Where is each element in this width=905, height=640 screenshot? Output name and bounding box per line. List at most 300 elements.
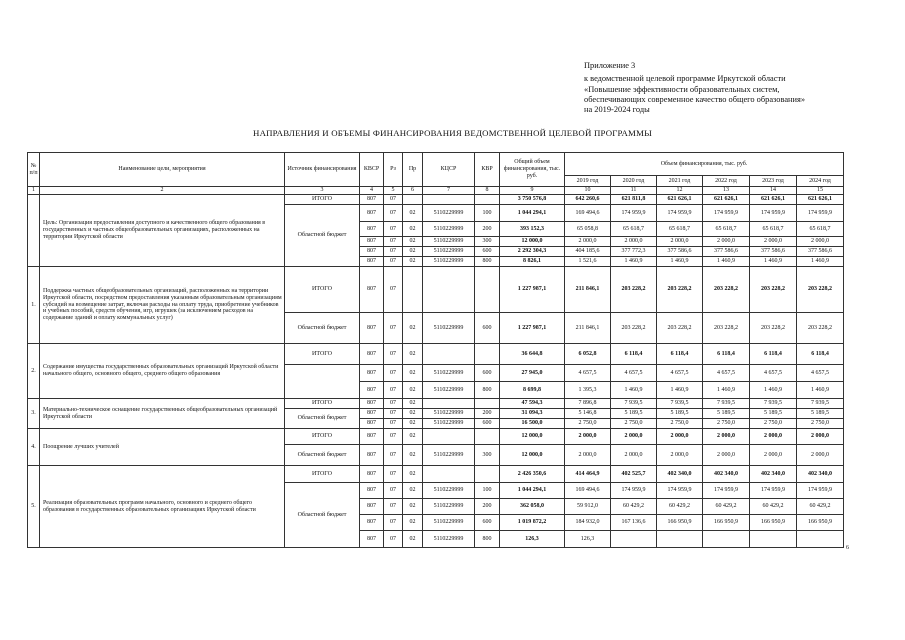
year-cell: 2 750,0 (703, 419, 750, 429)
kvsr-cell: 807 (360, 237, 384, 247)
kcsr-cell: 5110229999 (423, 483, 475, 499)
year-cell: 2 750,0 (611, 419, 657, 429)
source-cell: Областной бюджет (285, 445, 360, 466)
total-cell: 3 750 576,8 (500, 195, 565, 205)
total-cell: 12 000,0 (500, 445, 565, 466)
year-cell: 174 959,9 (611, 205, 657, 222)
row-num (28, 195, 40, 267)
column-number: 9 (500, 187, 565, 195)
header-rz: Рз (384, 153, 403, 187)
kvsr-cell: 807 (360, 365, 384, 382)
rz-cell: 07 (384, 344, 403, 365)
total-cell: 27 945,0 (500, 365, 565, 382)
year-cell: 2 000,0 (703, 429, 750, 445)
year-cell: 60 429,2 (750, 499, 797, 515)
header-pr: Пр (403, 153, 423, 187)
year-cell: 203 228,2 (611, 267, 657, 313)
kvr-cell: 100 (475, 483, 500, 499)
kvsr-cell: 807 (360, 257, 384, 267)
rz-cell: 07 (384, 267, 403, 313)
year-cell: 1 460,9 (703, 382, 750, 399)
pr-cell: 02 (403, 344, 423, 365)
rz-cell: 07 (384, 257, 403, 267)
rz-cell: 07 (384, 531, 403, 548)
total-cell: 31 094,3 (500, 409, 565, 419)
source-cell: ИТОГО (285, 267, 360, 313)
kcsr-cell: 5110229999 (423, 499, 475, 515)
source-cell: ИТОГО (285, 466, 360, 483)
rz-cell: 07 (384, 195, 403, 205)
year-cell: 2 000,0 (657, 237, 703, 247)
year-cell: 60 429,2 (797, 499, 844, 515)
kvsr-cell: 807 (360, 205, 384, 222)
table-row (28, 399, 844, 409)
kvr-cell (475, 267, 500, 313)
kcsr-cell: 5110229999 (423, 419, 475, 429)
total-cell: 47 594,3 (500, 399, 565, 409)
year-cell: 4 657,5 (565, 365, 611, 382)
kvr-cell: 600 (475, 515, 500, 531)
kcsr-cell: 5110229999 (423, 531, 475, 548)
kcsr-cell: 5110229999 (423, 409, 475, 419)
year-cell: 377 586,6 (657, 247, 703, 257)
year-cell: 5 189,5 (750, 409, 797, 419)
kcsr-cell (423, 344, 475, 365)
year-cell: 402 525,7 (611, 466, 657, 483)
pr-cell (403, 195, 423, 205)
year-cell: 402 340,0 (750, 466, 797, 483)
kvr-cell: 800 (475, 257, 500, 267)
year-cell: 2 000,0 (797, 445, 844, 466)
column-number: 12 (657, 187, 703, 195)
rz-cell: 07 (384, 237, 403, 247)
year-cell: 1 460,9 (611, 257, 657, 267)
total-cell: 2 426 350,6 (500, 466, 565, 483)
kvr-cell: 600 (475, 247, 500, 257)
year-cell: 166 950,9 (750, 515, 797, 531)
pr-cell: 02 (403, 257, 423, 267)
appendix-line-2: к ведомственной целевой программе Иркутской области (584, 74, 786, 84)
year-cell: 203 228,2 (611, 313, 657, 344)
year-cell (750, 531, 797, 548)
year-cell: 169 494,6 (565, 483, 611, 499)
header-kvsr: КВСР (360, 153, 384, 187)
kvr-cell (475, 399, 500, 409)
year-cell: 2 750,0 (797, 419, 844, 429)
appendix-header (584, 61, 805, 115)
year-cell: 2 000,0 (657, 429, 703, 445)
pr-cell: 02 (403, 399, 423, 409)
year-cell: 174 959,9 (611, 483, 657, 499)
year-cell: 2 000,0 (611, 237, 657, 247)
table-row (28, 344, 844, 365)
kvr-cell (475, 466, 500, 483)
column-number: 15 (797, 187, 844, 195)
row-num: 5. (28, 466, 40, 548)
source-cell: ИТОГО (285, 429, 360, 445)
year-cell (797, 531, 844, 548)
header-kcsr: КЦСР (423, 153, 475, 187)
kcsr-cell: 5110229999 (423, 313, 475, 344)
kcsr-cell (423, 267, 475, 313)
year-cell: 6 118,4 (703, 344, 750, 365)
year-cell: 2 000,0 (565, 429, 611, 445)
kvsr-cell: 807 (360, 483, 384, 499)
year-cell: 169 494,6 (565, 205, 611, 222)
year-cell: 174 959,9 (750, 205, 797, 222)
year-cell: 2 000,0 (750, 445, 797, 466)
year-cell: 6 118,4 (750, 344, 797, 365)
year-cell: 60 429,2 (657, 499, 703, 515)
row-num: 4. (28, 429, 40, 466)
year-cell: 1 460,9 (703, 257, 750, 267)
year-cell: 203 228,2 (750, 313, 797, 344)
kcsr-cell (423, 429, 475, 445)
goal-name: Цель: Организация предоставления доступного и качественного общего образования в государственных и частных общеобразовательных организациях, расположенных на территории Иркутской области (40, 195, 285, 267)
total-cell: 1 044 294,1 (500, 483, 565, 499)
header-year: 2021 год (657, 176, 703, 187)
year-cell: 2 000,0 (611, 445, 657, 466)
year-cell: 174 959,9 (657, 205, 703, 222)
kcsr-cell: 5110229999 (423, 382, 475, 399)
kcsr-cell: 5110229999 (423, 247, 475, 257)
pr-cell: 02 (403, 499, 423, 515)
kvr-cell (475, 344, 500, 365)
year-cell: 621 626,1 (750, 195, 797, 205)
total-cell: 1 227 987,1 (500, 267, 565, 313)
kvr-cell: 600 (475, 365, 500, 382)
year-cell: 2 000,0 (797, 429, 844, 445)
year-cell: 7 939,5 (703, 399, 750, 409)
year-cell: 2 750,0 (565, 419, 611, 429)
column-number: 7 (423, 187, 475, 195)
year-cell: 7 939,5 (750, 399, 797, 409)
year-cell: 4 657,5 (703, 365, 750, 382)
pr-cell: 02 (403, 382, 423, 399)
pr-cell: 02 (403, 531, 423, 548)
pr-cell: 02 (403, 313, 423, 344)
table-header-row (28, 153, 844, 176)
year-cell: 174 959,9 (703, 483, 750, 499)
year-cell (611, 531, 657, 548)
year-cell: 2 000,0 (797, 237, 844, 247)
year-cell: 5 146,8 (565, 409, 611, 419)
kvr-cell: 800 (475, 531, 500, 548)
pr-cell: 02 (403, 409, 423, 419)
year-cell: 166 950,9 (703, 515, 750, 531)
kvr-cell: 800 (475, 382, 500, 399)
column-number: 4 (360, 187, 384, 195)
year-cell: 414 464,9 (565, 466, 611, 483)
year-cell: 65 618,7 (657, 222, 703, 237)
year-cell: 7 896,8 (565, 399, 611, 409)
rz-cell: 07 (384, 222, 403, 237)
header-year: 2020 год (611, 176, 657, 187)
header-total: Общий объем финансирования, тыс. руб. (500, 153, 565, 187)
year-cell: 642 260,6 (565, 195, 611, 205)
kvr-cell: 200 (475, 222, 500, 237)
kcsr-cell: 5110229999 (423, 257, 475, 267)
kcsr-cell: 5110229999 (423, 237, 475, 247)
row-num: 2. (28, 344, 40, 399)
total-cell: 12 000,0 (500, 429, 565, 445)
year-cell: 5 189,5 (657, 409, 703, 419)
year-cell: 167 136,6 (611, 515, 657, 531)
year-cell: 4 657,5 (797, 365, 844, 382)
kvr-cell (475, 429, 500, 445)
rz-cell: 07 (384, 429, 403, 445)
kcsr-cell: 5110229999 (423, 205, 475, 222)
year-cell: 377 772,3 (611, 247, 657, 257)
year-cell: 5 189,5 (611, 409, 657, 419)
kcsr-cell (423, 195, 475, 205)
year-cell: 60 429,2 (703, 499, 750, 515)
year-cell: 203 228,2 (797, 267, 844, 313)
rz-cell: 07 (384, 399, 403, 409)
year-cell: 377 586,6 (703, 247, 750, 257)
year-cell: 2 000,0 (611, 429, 657, 445)
kcsr-cell: 5110229999 (423, 365, 475, 382)
year-cell: 621 626,1 (703, 195, 750, 205)
year-cell: 1 460,9 (657, 382, 703, 399)
rz-cell: 07 (384, 483, 403, 499)
column-number: 14 (750, 187, 797, 195)
total-cell: 8 826,1 (500, 257, 565, 267)
kvsr-cell: 807 (360, 247, 384, 257)
year-cell: 377 586,6 (750, 247, 797, 257)
year-cell: 59 912,0 (565, 499, 611, 515)
year-cell: 1 521,6 (565, 257, 611, 267)
table-row (28, 429, 844, 445)
year-cell: 2 000,0 (565, 237, 611, 247)
header-year: 2024 год (797, 176, 844, 187)
year-cell: 166 950,9 (797, 515, 844, 531)
column-number: 2 (40, 187, 285, 195)
column-number: 5 (384, 187, 403, 195)
year-cell: 621 626,1 (797, 195, 844, 205)
year-cell: 5 189,5 (797, 409, 844, 419)
year-cell: 2 000,0 (565, 445, 611, 466)
pr-cell: 02 (403, 419, 423, 429)
rz-cell: 07 (384, 313, 403, 344)
year-cell: 166 950,9 (657, 515, 703, 531)
year-cell (703, 531, 750, 548)
kcsr-cell: 5110229999 (423, 445, 475, 466)
year-cell: 65 618,7 (750, 222, 797, 237)
kvr-cell: 600 (475, 419, 500, 429)
rz-cell: 07 (384, 515, 403, 531)
year-cell: 203 228,2 (657, 313, 703, 344)
rz-cell: 07 (384, 382, 403, 399)
rz-cell: 07 (384, 409, 403, 419)
year-cell: 1 460,9 (611, 382, 657, 399)
kvsr-cell: 807 (360, 531, 384, 548)
kvsr-cell: 807 (360, 466, 384, 483)
year-cell: 203 228,2 (703, 313, 750, 344)
year-cell: 65 618,7 (611, 222, 657, 237)
pr-cell: 02 (403, 247, 423, 257)
column-number: 10 (565, 187, 611, 195)
total-cell: 1 019 872,2 (500, 515, 565, 531)
year-cell: 5 189,5 (703, 409, 750, 419)
page-mark: 6 (846, 545, 849, 551)
source-cell: ИТОГО (285, 195, 360, 205)
column-number: 1 (28, 187, 40, 195)
header-kvr: КВР (475, 153, 500, 187)
total-cell: 2 292 304,3 (500, 247, 565, 257)
kvr-cell: 100 (475, 205, 500, 222)
year-cell: 1 460,9 (797, 382, 844, 399)
total-cell: 393 152,3 (500, 222, 565, 237)
source-cell: Областной бюджет (285, 313, 360, 344)
activity-name: Содержание имущества государственных образовательных организаций Иркутской области начального общего, основного общего, среднего общего образования (40, 344, 285, 399)
year-cell: 6 118,4 (797, 344, 844, 365)
year-cell: 6 118,4 (657, 344, 703, 365)
year-cell: 4 657,5 (611, 365, 657, 382)
header-year: 2023 год (750, 176, 797, 187)
year-cell: 65 618,7 (797, 222, 844, 237)
year-cell: 2 000,0 (657, 445, 703, 466)
appendix-number: Приложение 3 (584, 61, 636, 70)
pr-cell: 02 (403, 222, 423, 237)
year-cell: 174 959,9 (657, 483, 703, 499)
kcsr-cell: 5110229999 (423, 515, 475, 531)
year-cell: 7 939,5 (611, 399, 657, 409)
year-cell: 184 932,0 (565, 515, 611, 531)
pr-cell: 02 (403, 515, 423, 531)
kvsr-cell: 807 (360, 499, 384, 515)
kvsr-cell: 807 (360, 399, 384, 409)
year-cell: 402 340,0 (657, 466, 703, 483)
kcsr-cell (423, 399, 475, 409)
kvsr-cell: 807 (360, 419, 384, 429)
column-number: 3 (285, 187, 360, 195)
year-cell: 2 000,0 (750, 429, 797, 445)
activity-name: Материально-техническое оснащение государственных общеобразовательных организаций Иркутской области (40, 399, 285, 429)
kvsr-cell: 807 (360, 445, 384, 466)
rz-cell: 07 (384, 247, 403, 257)
total-cell: 1 227 987,1 (500, 313, 565, 344)
year-cell (657, 531, 703, 548)
total-cell: 362 058,0 (500, 499, 565, 515)
year-cell: 2 000,0 (703, 237, 750, 247)
activity-name: Поощрение лучших учителей (40, 429, 285, 466)
rz-cell: 07 (384, 205, 403, 222)
rz-cell: 07 (384, 499, 403, 515)
kvsr-cell: 807 (360, 409, 384, 419)
year-cell: 203 228,2 (703, 267, 750, 313)
year-cell: 203 228,2 (657, 267, 703, 313)
year-cell: 7 939,5 (657, 399, 703, 409)
pr-cell: 02 (403, 466, 423, 483)
total-cell: 126,3 (500, 531, 565, 548)
kvsr-cell: 807 (360, 515, 384, 531)
row-num: 1. (28, 267, 40, 344)
year-cell: 1 460,9 (750, 382, 797, 399)
header-name: Наименование цели, мероприятия (40, 153, 285, 187)
year-cell: 203 228,2 (750, 267, 797, 313)
column-number: 6 (403, 187, 423, 195)
financing-table (27, 152, 844, 548)
activity-name: Поддержка частных общеобразовательных организаций, расположенных на территории Иркутской области, посредством предоставления указанным образовательным организациям субсидий на возмещение затрат, включая расходы на оплату труда, приобретение учебников и учебных пособий, средств обучения, игр, игрушек (за исключением расходов на содержание зданий и оплату коммунальных услуг) (40, 267, 285, 344)
pr-cell: 02 (403, 237, 423, 247)
total-cell: 12 000,0 (500, 237, 565, 247)
header-source: Источник финансирования (285, 153, 360, 187)
pr-cell: 02 (403, 429, 423, 445)
total-cell: 36 644,8 (500, 344, 565, 365)
year-cell: 1 460,9 (657, 257, 703, 267)
year-cell: 65 618,7 (703, 222, 750, 237)
year-cell: 377 586,6 (797, 247, 844, 257)
year-cell: 174 959,9 (750, 483, 797, 499)
year-cell: 2 000,0 (703, 445, 750, 466)
kvr-cell: 300 (475, 237, 500, 247)
pr-cell: 02 (403, 483, 423, 499)
table-row (28, 466, 844, 483)
year-cell: 7 939,5 (797, 399, 844, 409)
year-cell: 1 460,9 (750, 257, 797, 267)
rz-cell: 07 (384, 365, 403, 382)
kcsr-cell: 5110229999 (423, 222, 475, 237)
year-cell: 203 228,2 (797, 313, 844, 344)
year-cell: 174 959,9 (703, 205, 750, 222)
kvsr-cell: 807 (360, 344, 384, 365)
year-cell: 174 959,9 (797, 205, 844, 222)
year-cell: 174 959,9 (797, 483, 844, 499)
year-cell: 404 185,6 (565, 247, 611, 257)
year-cell: 402 340,0 (703, 466, 750, 483)
kvr-cell: 300 (475, 445, 500, 466)
header-num: № п/п (28, 153, 40, 187)
kvr-cell: 200 (475, 499, 500, 515)
rz-cell: 07 (384, 419, 403, 429)
kvsr-cell: 807 (360, 267, 384, 313)
year-cell: 402 340,0 (797, 466, 844, 483)
year-cell: 1 460,9 (797, 257, 844, 267)
total-cell: 1 044 294,1 (500, 205, 565, 222)
year-cell: 6 118,4 (611, 344, 657, 365)
source-cell: ИТОГО (285, 399, 360, 409)
kcsr-cell (423, 466, 475, 483)
year-cell: 2 000,0 (750, 237, 797, 247)
source-cell: ИТОГО (285, 344, 360, 365)
column-numbers-row (28, 187, 844, 195)
row-num: 3. (28, 399, 40, 429)
year-cell: 211 846,1 (565, 267, 611, 313)
rz-cell: 07 (384, 466, 403, 483)
column-number: 11 (611, 187, 657, 195)
kvsr-cell: 807 (360, 382, 384, 399)
total-cell: 8 699,8 (500, 382, 565, 399)
pr-cell: 02 (403, 205, 423, 222)
source-cell: Областной бюджет (285, 205, 360, 267)
kvsr-cell: 807 (360, 195, 384, 205)
year-cell: 621 626,1 (657, 195, 703, 205)
year-cell: 2 750,0 (657, 419, 703, 429)
document-title: НАПРАВЛЕНИЯ И ОБЪЕМЫ ФИНАНСИРОВАНИЯ ВЕДОМСТВЕННОЙ ЦЕЛЕВОЙ ПРОГРАММЫ (253, 128, 652, 138)
header-year: 2022 год (703, 176, 750, 187)
year-cell: 4 657,5 (750, 365, 797, 382)
activity-name: Реализация образовательных программ начального, основного и среднего общего образования в государственных образовательных организациях Иркутской области (40, 466, 285, 548)
pr-cell: 02 (403, 365, 423, 382)
kvsr-cell: 807 (360, 222, 384, 237)
pr-cell: 02 (403, 445, 423, 466)
kvr-cell (475, 195, 500, 205)
table-row (28, 195, 844, 205)
kvr-cell: 200 (475, 409, 500, 419)
kvr-cell: 600 (475, 313, 500, 344)
header-year: 2019 год (565, 176, 611, 187)
